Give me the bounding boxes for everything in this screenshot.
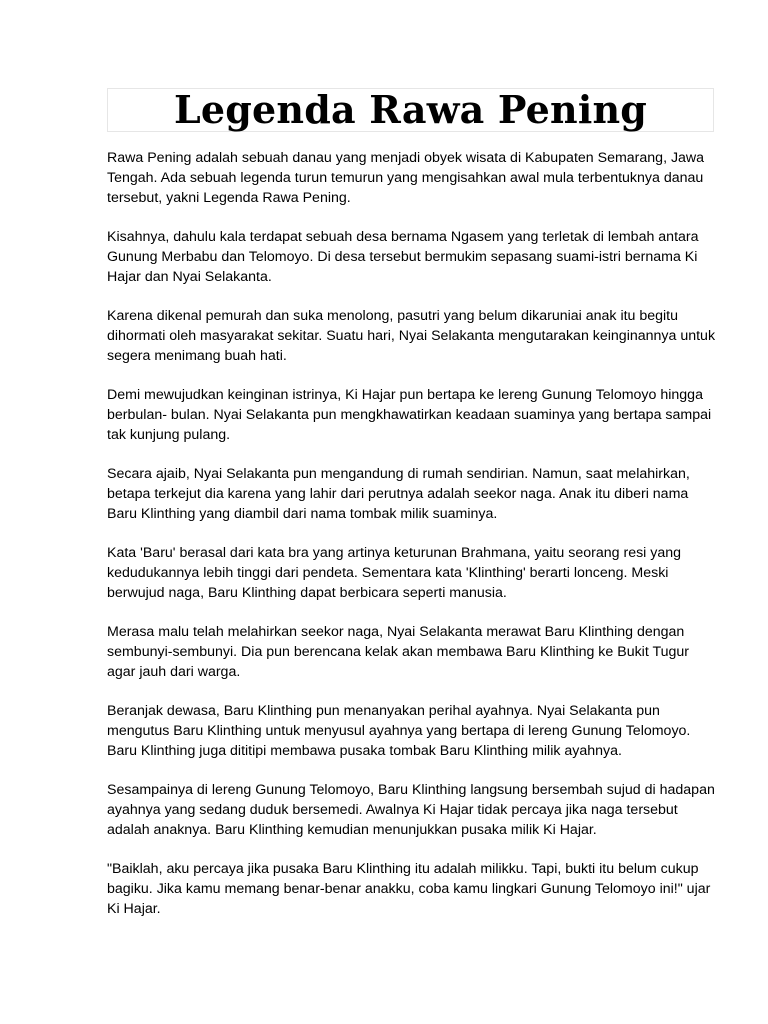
paragraph-2: Kisahnya, dahulu kala terdapat sebuah desa bernama Ngasem yang terletak di lembah antara Gunung Merbabu dan Telomoyo. Di desa tersebut bermukim sepasang suami-istri bernama Ki Hajar dan Nyai Selakanta.	[107, 229, 699, 285]
paragraph-3: Karena dikenal pemurah dan suka menolong, pasutri yang belum dikaruniai anak itu begitu dihormati oleh masyarakat sekitar. Suatu hari, Nyai Selakanta mengutarakan keinginannya untuk segera menimang buah hati.	[107, 308, 716, 364]
paragraph-6: Kata 'Baru' berasal dari kata bra yang artinya keturunan Brahmana, yaitu seorang resi yang kedudukannya lebih tinggi dari pendeta. Sementara kata 'Klinthing' berarti lonceng. Meski berwujud naga, Baru Klinthing dapat berbicara seperti manusia.	[107, 545, 682, 601]
paragraph-1: Rawa Pening adalah sebuah danau yang menjadi obyek wisata di Kabupaten Semarang, Jawa Tengah. Ada sebuah legenda turun temurun yang mengisahkan awal mula terbentuknya danau tersebut, yakni Legenda Rawa Pening.	[107, 150, 705, 206]
paragraph-4: Demi mewujudkan keinginan istrinya, Ki Hajar pun bertapa ke lereng Gunung Telomoyo hingga berbulan- bulan. Nyai Selakanta pun mengkhawatirkan keadaan suaminya yang bertapa sampai tak kunjung pulang.	[107, 387, 712, 443]
document-title: Legenda Rawa Pening	[173, 87, 648, 132]
paragraph-7: Merasa malu telah melahirkan seekor naga, Nyai Selakanta merawat Baru Klinthing dengan sembunyi-sembunyi. Dia pun berencana kelak akan membawa Baru Klinthing ke Bukit Tugur agar jauh dari warga.	[107, 624, 689, 680]
document-body	[107, 148, 719, 938]
paragraph-10: "Baiklah, aku percaya jika pusaka Baru Klinthing itu adalah milikku. Tapi, bukti itu belum cukup bagiku. Jika kamu memang benar-benar anakku, coba kamu lingkari Gunung Telomoyo ini!" ujar Ki Hajar.	[107, 861, 711, 917]
paragraph-9: Sesampainya di lereng Gunung Telomoyo, Baru Klinthing langsung bersembah sujud di hadapan ayahnya yang sedang duduk bersemedi. Awalnya Ki Hajar tidak percaya jika naga tersebut adalah anaknya. Baru Klinthing kemudian menunjukkan pusaka milik Ki Hajar.	[107, 782, 715, 838]
title-box	[107, 88, 714, 132]
paragraph-8: Beranjak dewasa, Baru Klinthing pun menanyakan perihal ayahnya. Nyai Selakanta pun mengutus Baru Klinthing untuk menyusul ayahnya yang bertapa di lereng Gunung Telomoyo. Baru Klinthing juga dititipi membawa pusaka tombak Baru Klinthing milik ayahnya.	[107, 703, 691, 759]
paragraph-5: Secara ajaib, Nyai Selakanta pun mengandung di rumah sendirian. Namun, saat melahirkan, betapa terkejut dia karena yang lahir dari perutnya adalah seekor naga. Anak itu diberi nama Baru Klinthing yang diambil dari nama tombak milik suaminya.	[107, 466, 690, 522]
